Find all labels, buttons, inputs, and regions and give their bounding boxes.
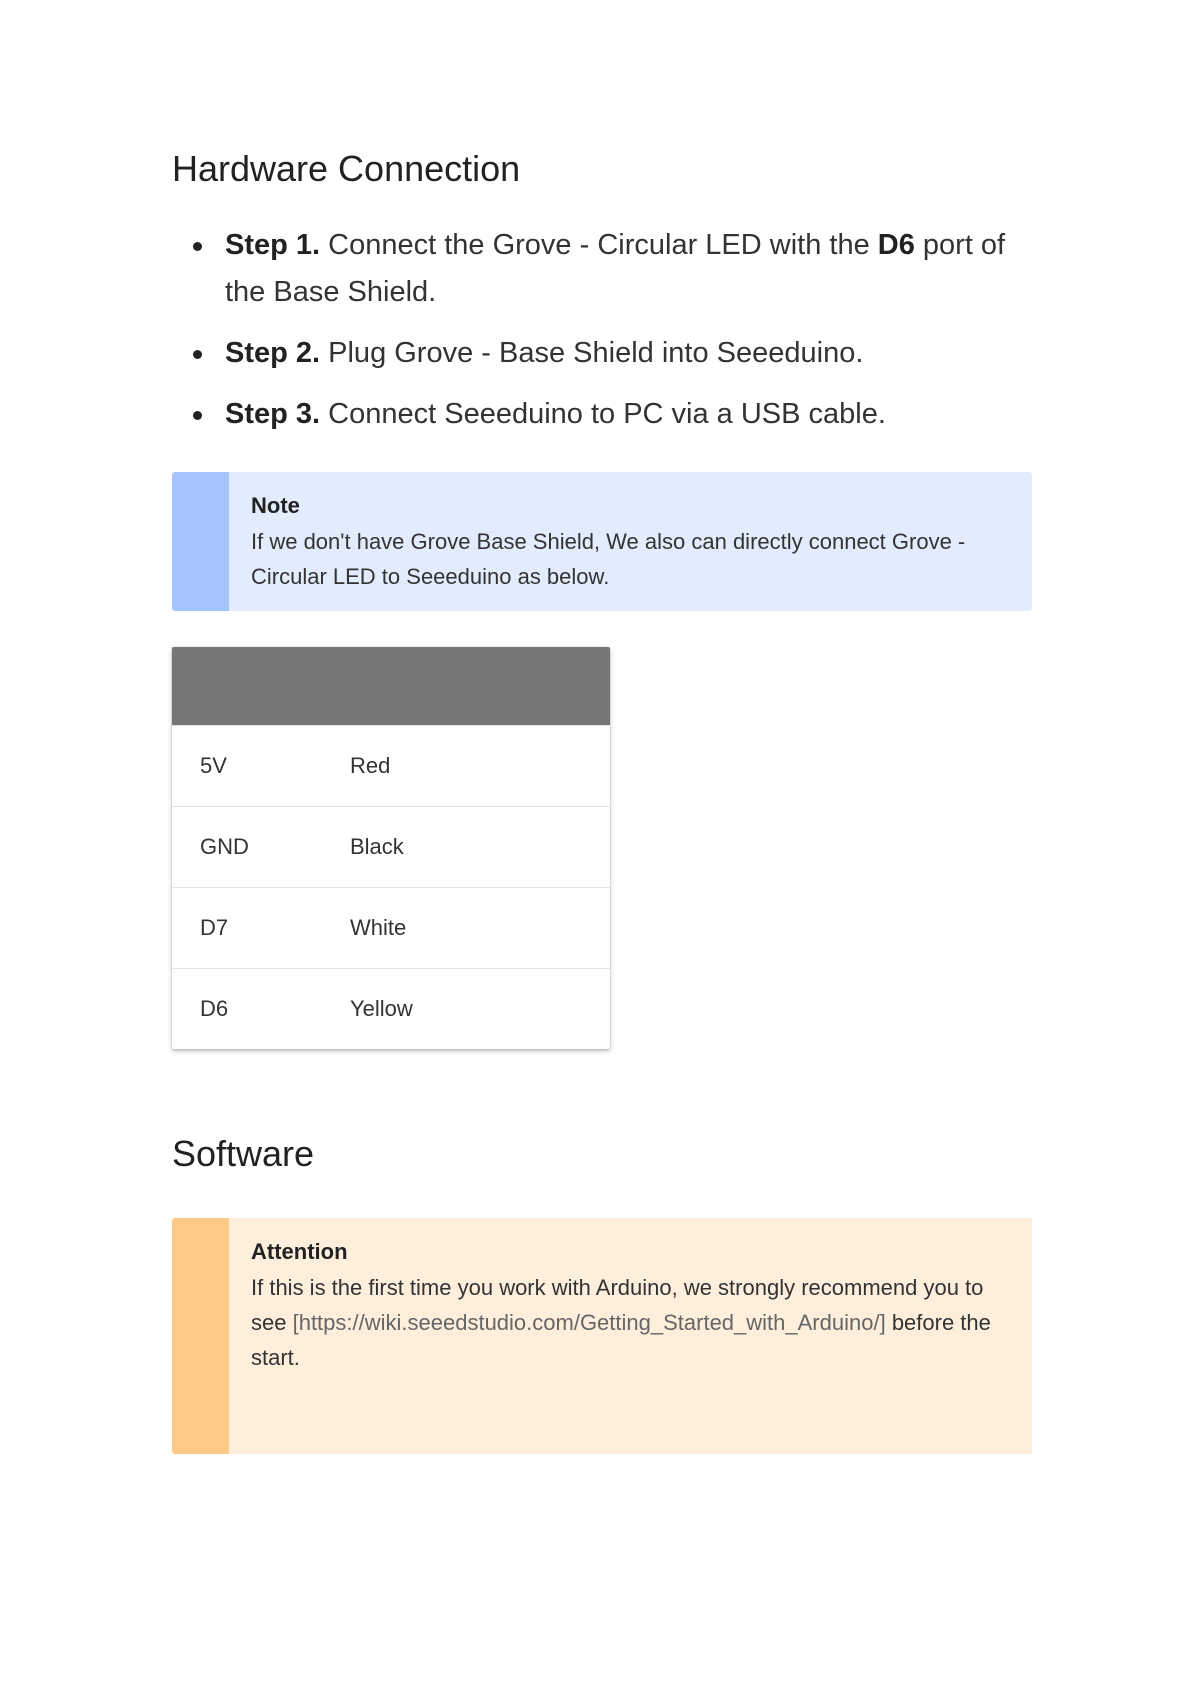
attention-callout: [172, 1218, 1032, 1454]
step-1-port: D6: [877, 229, 915, 261]
step-2-text: Plug Grove - Base Shield into Seeeduino.: [320, 337, 864, 369]
step-3-text: Connect Seeeduino to PC via a USB cable.: [320, 398, 886, 430]
step-1-item: [172, 222, 1032, 316]
attention-text-after: before the start.: [251, 1310, 991, 1370]
step-3-label: Step 3.: [225, 398, 321, 430]
step-1-text-before: Connect the Grove - Circular LED with the: [320, 229, 878, 261]
pin-cell: D7: [200, 915, 229, 940]
table-header: [172, 647, 610, 725]
hardware-connection-heading: Hardware Connection: [172, 148, 521, 189]
software-heading: Software: [172, 1133, 315, 1174]
table-row: [172, 806, 610, 887]
bullet-icon: [193, 350, 202, 359]
table-row: [172, 725, 610, 806]
color-cell: Red: [350, 753, 391, 778]
pin-cell: D6: [200, 996, 229, 1021]
note-callout: [172, 472, 1032, 611]
note-text: If we don't have Grove Base Shield, We also can directly connect Grove - Circular LED to Seeeduino as below.: [251, 529, 966, 589]
table-row: [172, 968, 610, 1049]
attention-accent-bar: [172, 1218, 229, 1454]
step-2-label: Step 2.: [225, 337, 321, 369]
color-cell: White: [350, 915, 407, 940]
table-row: [172, 887, 610, 968]
color-cell: Yellow: [350, 996, 413, 1021]
step-1-text-after: port of the Base Shield.: [225, 229, 1006, 308]
attention-text: [251, 1270, 1002, 1375]
step-2-item: [172, 330, 1032, 377]
bullet-icon: [193, 242, 202, 251]
pin-cell: 5V: [200, 753, 227, 778]
color-cell: Black: [350, 834, 404, 859]
pin-color-table: [172, 647, 610, 1049]
step-3-item: [172, 391, 1032, 438]
note-title: Note: [251, 493, 300, 518]
attention-body: [229, 1218, 1032, 1454]
getting-started-link[interactable]: [https://wiki.seeedstudio.com/Getting_Started_with_Arduino/]: [292, 1310, 886, 1335]
attention-text-before: If this is the first time you work with Arduino, we strongly recommend you to see: [251, 1275, 984, 1335]
attention-title: Attention: [251, 1239, 348, 1264]
note-body: [229, 472, 1032, 611]
step-1-label: Step 1.: [225, 229, 321, 261]
note-accent-bar: [172, 472, 229, 611]
pin-cell: GND: [200, 834, 249, 859]
hardware-steps-list: [172, 222, 1032, 452]
bullet-icon: [193, 411, 202, 420]
